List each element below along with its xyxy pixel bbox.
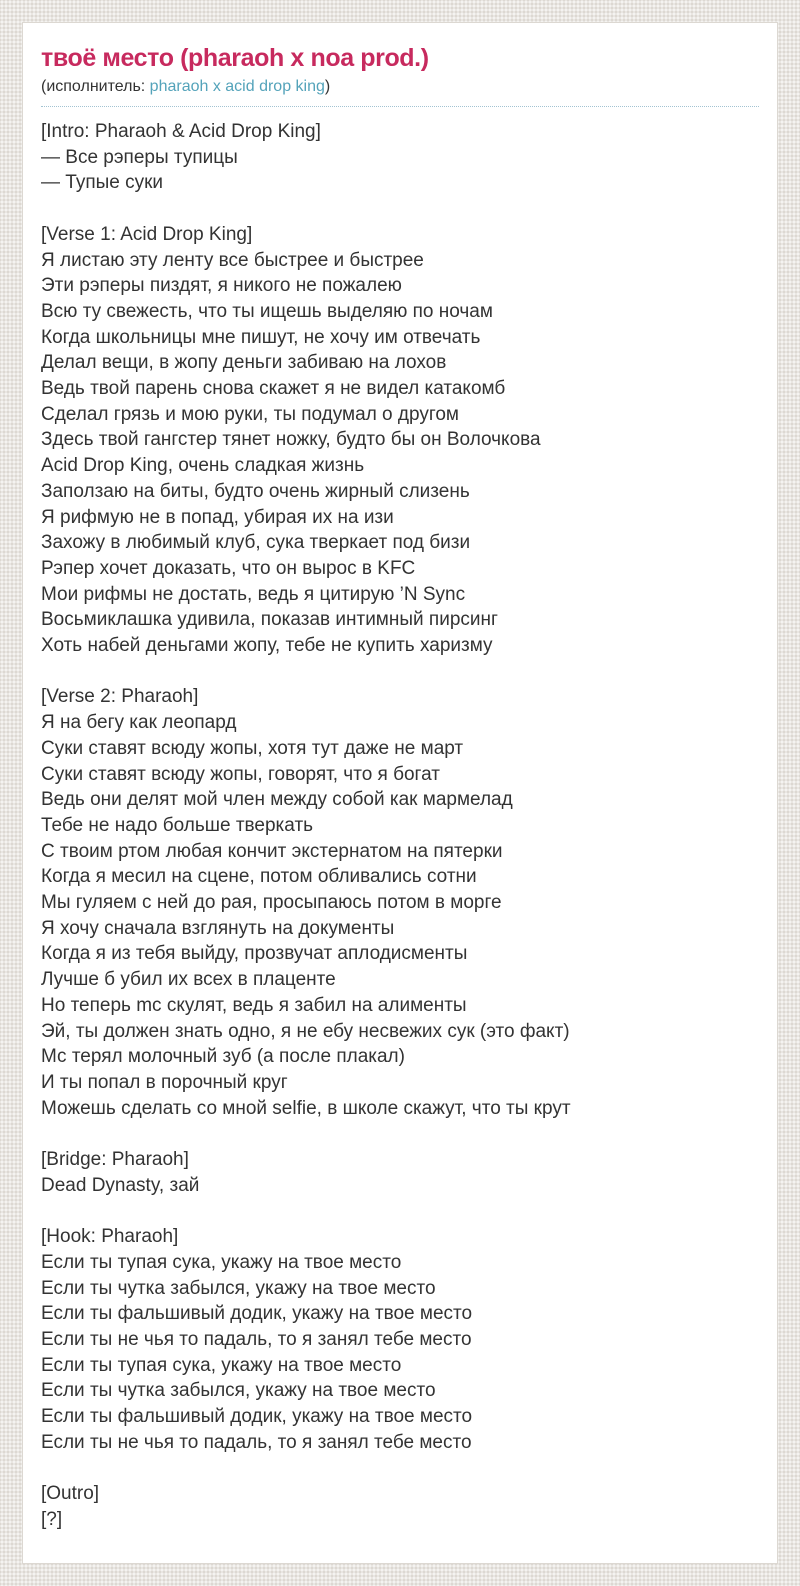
- lyric-line: Здесь твой гангстер тянет ножку, будто бы он Волочкова: [41, 429, 541, 451]
- lyric-line: Эти рэперы пиздят, я никого не пожалею: [41, 275, 402, 297]
- lyric-line: [?]: [41, 1508, 63, 1530]
- lyric-line: Рэпер хочет доказать, что он вырос в KFC: [41, 557, 416, 579]
- lyric-line: Я хочу сначала взглянуть на документы: [41, 917, 395, 939]
- lyric-line: Acid Drop King, очень сладкая жизнь: [41, 455, 365, 477]
- lyric-line: Я на бегу как леопард: [41, 712, 237, 734]
- lyrics-section: [41, 119, 759, 196]
- artist-line-suffix: ): [324, 78, 331, 95]
- lyric-line: Когда я из тебя выйду, прозвучат аплодисменты: [41, 943, 468, 965]
- lyric-line: Хоть набей деньгами жопу, тебе не купить харизму: [41, 635, 493, 657]
- lyric-line: Восьмиклашка удивила, показав интимный пирсинг: [41, 609, 498, 631]
- lyric-line: Захожу в любимый клуб, сука тверкает под бизи: [41, 532, 471, 554]
- section-header: [Intro: Pharaoh & Acid Drop King]: [41, 121, 321, 142]
- lyric-line: Ведь твой парень снова скажет я не видел катакомб: [41, 378, 506, 400]
- lyric-line: Тебе не надо больше тверкать: [41, 814, 314, 836]
- lyric-line: Когда я месил на сцене, потом обливались сотни: [41, 866, 477, 888]
- lyric-line: Если ты чутка забылся, укажу на твое место: [41, 1277, 436, 1299]
- lyrics-section: [41, 1224, 759, 1455]
- lyric-line: Можешь сделать со мной selfie, в школе скажут, что ты крут: [41, 1097, 571, 1119]
- lyric-line: Я листаю эту ленту все быстрее и быстрее: [41, 249, 424, 271]
- lyric-line: Мои рифмы не достать, ведь я цитирую ’N Sync: [41, 583, 466, 605]
- lyric-line: Мс терял молочный зуб (а после плакал): [41, 1046, 405, 1068]
- lyric-line: И ты попал в порочный круг: [41, 1071, 288, 1093]
- lyric-line: Если ты фальшивый додик, укажу на твое место: [41, 1303, 473, 1325]
- lyrics-section: [41, 1147, 759, 1198]
- artist-line: [41, 77, 759, 107]
- lyrics-section: [41, 1481, 759, 1532]
- lyric-line: — Тупые суки: [41, 172, 164, 194]
- lyrics-text: [41, 119, 759, 1533]
- section-header: [Hook: Pharaoh]: [41, 1226, 179, 1248]
- lyric-line: Эй, ты должен знать одно, я не ебу несвежих сук (это факт): [41, 1020, 570, 1042]
- lyric-line: Если ты чутка забылся, укажу на твое место: [41, 1380, 436, 1402]
- lyric-line: Лучше б убил их всех в плаценте: [41, 969, 336, 991]
- section-header: [Verse 2: Pharaoh]: [41, 686, 199, 708]
- lyric-line: Суки ставят всюду жопы, хотя тут даже не март: [41, 737, 464, 759]
- section-header: [Verse 1: Acid Drop King]: [41, 223, 253, 245]
- lyric-line: Сделал грязь и мою руки, ты подумал о другом: [41, 403, 459, 425]
- lyric-line: Мы гуляем с ней до рая, просыпаюсь потом в морге: [41, 892, 502, 914]
- section-header: [Outro]: [41, 1483, 100, 1505]
- lyric-line: Делал вещи, в жопу деньги забиваю на лохов: [41, 352, 447, 374]
- lyric-line: Я рифмую не в попад, убирая их на изи: [41, 506, 394, 528]
- section-header: [Bridge: Pharaoh]: [41, 1149, 189, 1171]
- lyric-line: Когда школьницы мне пишут, не хочу им отвечать: [41, 326, 481, 348]
- lyrics-section: [41, 684, 759, 1121]
- lyric-line: Всю ту свежесть, что ты ищешь выделяю по ночам: [41, 300, 493, 322]
- lyric-line: Суки ставят всюду жопы, говорят, что я богат: [41, 763, 440, 785]
- lyric-line: Заползаю на биты, будто очень жирный слизень: [41, 480, 470, 502]
- lyrics-card: [22, 22, 778, 1564]
- lyrics-section: [41, 222, 759, 659]
- lyric-line: Если ты фальшивый додик, укажу на твое место: [41, 1406, 473, 1428]
- lyric-line: Если ты тупая сука, укажу на твое место: [41, 1251, 402, 1273]
- lyric-line: Если ты тупая сука, укажу на твое место: [41, 1354, 402, 1376]
- lyric-line: Но теперь mc скулят, ведь я забил на алименты: [41, 994, 467, 1016]
- page-title: твоё место (pharaoh x noa prod.): [41, 44, 429, 72]
- artist-link[interactable]: pharaoh x acid drop king: [149, 78, 325, 95]
- lyric-line: Если ты не чья то падаль, то я занял тебе место: [41, 1431, 472, 1453]
- lyric-line: С твоим ртом любая кончит экстернатом на пятерки: [41, 840, 503, 862]
- lyric-line: Dead Dynasty, зай: [41, 1174, 200, 1196]
- lyric-line: Если ты не чья то падаль, то я занял тебе место: [41, 1328, 472, 1350]
- lyric-line: Ведь они делят мой член между собой как мармелад: [41, 789, 513, 811]
- artist-label: (исполнитель:: [41, 78, 150, 95]
- lyric-line: — Все рэперы тупицы: [41, 146, 238, 168]
